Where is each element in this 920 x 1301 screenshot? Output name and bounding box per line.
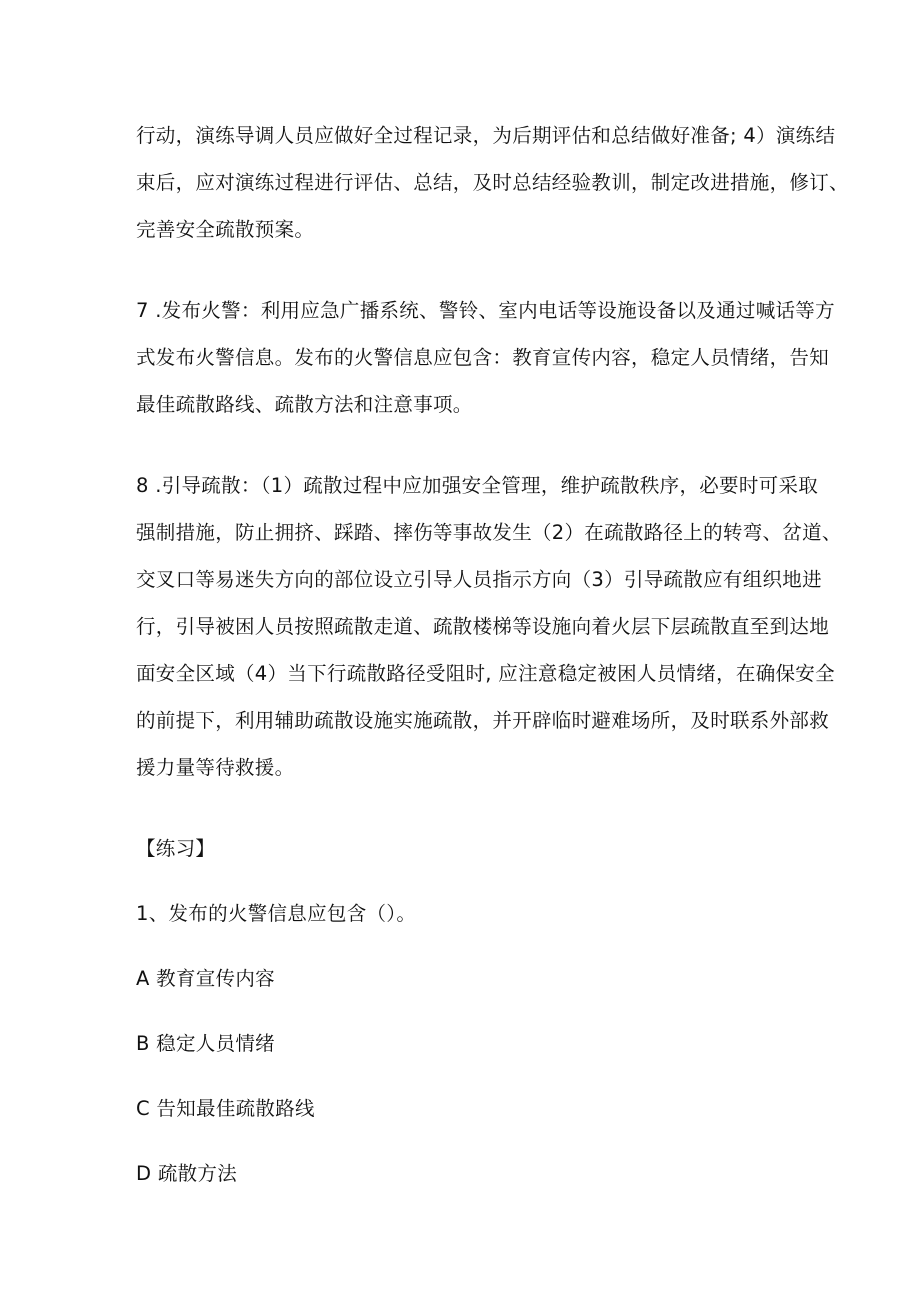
option-b: B 稳定人员情绪 xyxy=(136,1032,275,1055)
text-line: 完善安全疏散预案。 xyxy=(136,218,315,241)
text-line: 面安全区域（4）当下行疏散路径受阻时, 应注意稳定被困人员情绪，在确保安全 xyxy=(136,662,835,685)
text-line: 的前提下，利用辅助疏散设施实施疏散，并开辟临时避难场所，及时联系外部救 xyxy=(136,709,830,732)
text-line: 最佳疏散路线、疏散方法和注意事项。 xyxy=(136,393,473,416)
option-c: C 告知最佳疏散路线 xyxy=(136,1097,315,1120)
paragraph-drill-conclusion xyxy=(136,112,849,253)
paragraph-guided-evacuation xyxy=(136,462,842,791)
text-line: 行动，演练导调人员应做好全过程记录，为后期评估和总结做好准备; 4）演练结 xyxy=(136,124,836,147)
option-d: D 疏散方法 xyxy=(136,1162,238,1185)
text-line: 束后，应对演练过程进行评估、总结，及时总结经验教训，制定改进措施，修订、 xyxy=(136,171,849,194)
text-line: 行，引导被困人员按照疏散走道、疏散楼梯等设施向着火层下层疏散直至到达地 xyxy=(136,615,830,638)
text-line: 援力量等待救援。 xyxy=(136,756,295,779)
option-a: A 教育宣传内容 xyxy=(136,967,275,990)
text-line: 式发布火警信息。发布的火警信息应包含：教育宣传内容，稳定人员情绪，告知 xyxy=(136,346,830,369)
paragraph-fire-alarm xyxy=(136,287,835,428)
exercise-question: 1、发布的火警信息应包含（）。 xyxy=(136,902,417,925)
text-line: 交叉口等易迷失方向的部位设立引导人员指示方向（3）引导疏散应有组织地进 xyxy=(136,568,822,591)
text-line: 8 .引导疏散：（1）疏散过程中应加强安全管理，维护疏散秩序，必要时可采取 xyxy=(136,474,819,497)
document-page xyxy=(136,112,849,1197)
text-line: 7 .发布火警：利用应急广播系统、警铃、室内电话等设施设备以及通过喊话等方 xyxy=(136,299,835,322)
text-line: 强制措施，防止拥挤、踩踏、摔伤等事故发生（2）在疏散路径上的转弯、岔道、 xyxy=(136,521,842,544)
exercise-heading: 【练习】 xyxy=(136,837,216,860)
